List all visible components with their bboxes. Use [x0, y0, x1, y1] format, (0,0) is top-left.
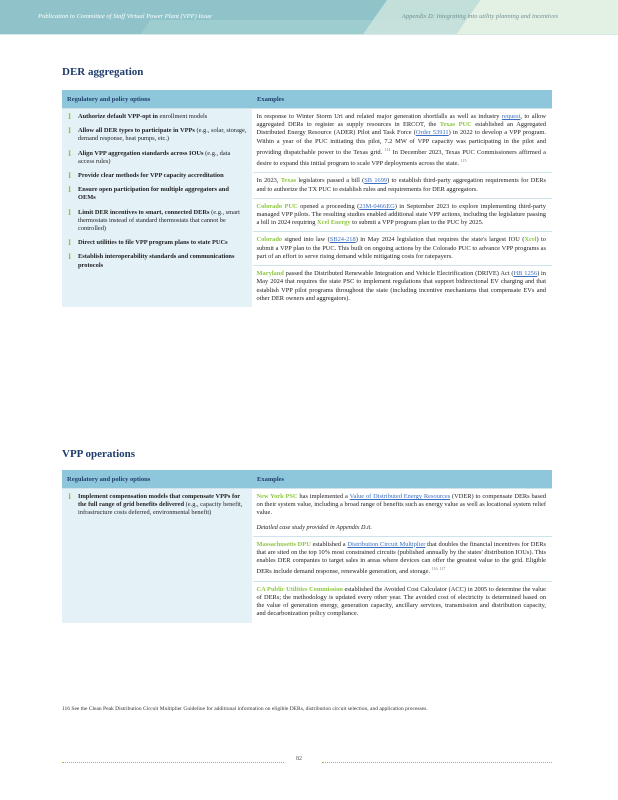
policy-option-text: Ensure open participation for multiple aggregators and OEMs [78, 186, 229, 202]
examples-cell [252, 489, 552, 623]
policy-option-text: Direct utilities to file VPP program plans to state PUCs [78, 239, 228, 247]
bullet-icon: I [68, 112, 72, 121]
section-title-der-aggregation: DER aggregation [62, 66, 144, 78]
policy-option-text: Align VPP aggregation standards across IOUs (e.g., data access rules) [78, 149, 231, 165]
example-entry: Colorado signed into law (SB24-218) in May 2024 legislation that requires the state's largest IOU (Xcel) to submit a VPP plan to the PUC. This built on ongoing actions by the Colorado PUC to advance VPP programs as part of an effort to serve rising demand while mitigating costs for ratepayers. [253, 232, 553, 266]
examples-cell [252, 109, 552, 307]
der-aggregation-table [62, 90, 552, 307]
options-cell [62, 109, 252, 307]
footer-rule-right [322, 762, 552, 763]
entity-name: Xcel Energy [317, 219, 351, 227]
header-left-text: Publication to Committee of Staff Virtual Power Plant (VPP) Issue [38, 13, 212, 20]
policy-option [68, 113, 248, 121]
policy-option-text: Limit DER incentives to smart, connected DERs (e.g., smart thermostats instead of standard thermostats that cannot be controlled) [78, 208, 240, 233]
entity-name: Texas [280, 177, 297, 185]
example-entry: In response to Winter Storm Uri and related major generation shortfalls as well as industry request, to allow aggregated DERs to register as supply resources in ERCOT, the Texas PUC established an Aggregated Distributed Energy Resource (ADER) Pilot and Task Force (Order 53911) in 2022 to develop a VPP program. Within a year of the PUC initiating this pilot, 7.2 MW of VPP capacity was participating in the pilot and providing dispatchable power to the Texas grid. $^{114}$ In December 2023, Texas PUC Commissioners affirmed a desire to expand this initial program to scale VPP deployments across the state. $^{115}$ [253, 109, 553, 173]
bullet-icon: I [68, 185, 72, 195]
policy-option [68, 127, 248, 143]
policy-option-text: Authorize default VPP-opt in enrollment models [78, 113, 208, 120]
example-entry: Maryland passed the Distributed Renewable Integration and Vehicle Electrification (DRIVE) Act (HB 1256) in May 2024 that requires the state PSC to implement regulations that support bidirectional EV charging and that establish VPP pilot programs throughout the state (including incentive mechanisms that compensate EVs and other DER owners and aggregators). [256, 270, 546, 302]
example-entry: Massachusetts DPU established a Distribution Circuit Multiplier that doubles the financial incentives for DERs that are sited on the top 10% most constrained circuits (published annually by the states' distribution IOUs). This enables DER companies to target sales in areas where devices can offer the greatest value to the grid. Eligible DERs include demand response, renewable generation, and storage. $^{116, 117}$ [253, 537, 553, 582]
footnote-ref: 114 [384, 146, 391, 152]
footer-rule-left [62, 762, 284, 763]
bullet-icon: I [68, 207, 72, 217]
policy-option-text: Establish interoperability standards and communications protocols [78, 253, 235, 269]
reference-link[interactable]: Distribution Circuit Multiplier [347, 540, 426, 548]
column-header-options: Regulatory and policy options [62, 90, 252, 109]
footnote-ref: 116, 117 [431, 566, 446, 572]
example-entry: Colorado PUC opened a proceeding (23M-0466EG) in September 2023 to explore implementing third-party managed VPP pilots. The resulting studies enabled additional state VPP actions, including the legislature passing a bill in 2024 requiring Xcel Energy to submit a VPP program plan to the PUC by 2025. [253, 199, 553, 233]
reference-link[interactable]: SB 1699 [364, 177, 388, 185]
bullet-icon: I [68, 171, 72, 181]
reference-link[interactable]: request [501, 113, 521, 120]
policy-option [68, 493, 248, 518]
reference-link[interactable]: SB24-218 [329, 236, 356, 244]
page-header [0, 0, 618, 34]
reference-link[interactable]: 23M-0466EG [359, 202, 395, 210]
entity-name: CA Public Utilities Commission [256, 585, 343, 593]
policy-option [68, 253, 248, 269]
entity-name: New York PSC [256, 493, 298, 500]
bullet-icon: I [68, 252, 72, 262]
entity-name: Colorado PUC [256, 202, 298, 210]
bullet-icon: I [68, 126, 72, 136]
bullet-icon: I [68, 238, 72, 248]
policy-option [68, 186, 248, 202]
footnote: 116 See the Clean Peak Distribution Circuit Multiplier Guideline for additional information on eligible DERs, distribution circuit selection, and application processes. [62, 706, 428, 712]
section-title-vpp-operations: VPP operations [62, 448, 136, 460]
vpp-operations-table [62, 470, 552, 623]
entity-name: Xcel [524, 236, 537, 244]
example-entry: New York PSC has implemented a Value of Distributed Energy Resources (VDER) to compensate DERs based on their system value, including a broad range of benefits such as energy value as well as locational system relief value. Detailed case study provided in Appendix D.ii. [253, 489, 553, 537]
policy-option [68, 172, 248, 180]
policy-option [68, 209, 248, 234]
policy-option-text: Provide clear methods for VPP capacity accreditation [78, 172, 224, 180]
header-rule [0, 34, 618, 35]
page-number: 82 [296, 756, 302, 762]
entity-name: Maryland [256, 270, 284, 278]
entity-name: Texas PUC [439, 121, 472, 129]
reference-link[interactable]: Value of Distributed Energy Resources [349, 493, 451, 500]
header-right-text: Appendix D: Integrating into utility planning and incentives [401, 13, 558, 20]
bullet-icon: I [68, 148, 72, 158]
policy-option [68, 239, 248, 247]
options-cell [62, 489, 252, 623]
column-header-options: Regulatory and policy options [62, 470, 252, 489]
example-entry: In 2023, Texas legislators passed a bill (SB 1699) to establish third-party aggregation requirements for DERs and to authorize the TX PUC to establish rules and requirements for DER aggregators. [253, 173, 553, 198]
policy-option-text: Allow all DER types to participate in VPPs (e.g., solar, storage, demand response, heat pumps, etc.) [78, 127, 247, 143]
entity-name: Massachusetts DPU [256, 540, 311, 548]
example-entry: CA Public Utilities Commission established the Avoided Cost Calculator (ACC) in 2005 to determine the value of DERs; the methodology is updated every other year. The avoided cost of electricity is determined based on the value of generation energy, generation capacity, ancillary services, transmission and distribution capacity, and decarbonization policy compliance. [256, 585, 546, 618]
reference-link[interactable]: Order 53911 [415, 129, 449, 137]
column-header-examples: Examples [252, 90, 552, 109]
footnote-ref: 115 [460, 158, 467, 164]
case-study-note: Detailed case study provided in Appendix D.ii. [256, 523, 372, 531]
policy-option [68, 150, 248, 166]
entity-name: Colorado [256, 236, 283, 244]
column-header-examples: Examples [252, 470, 552, 489]
reference-link[interactable]: HB 1256 [513, 270, 538, 278]
policy-option-text: Implement compensation models that compensate VPPs for the full range of grid benefits delivered (e.g., capacity benefit, infrastructure costs deferred, environmental benefit) [78, 493, 243, 517]
bullet-icon: I [68, 492, 72, 501]
